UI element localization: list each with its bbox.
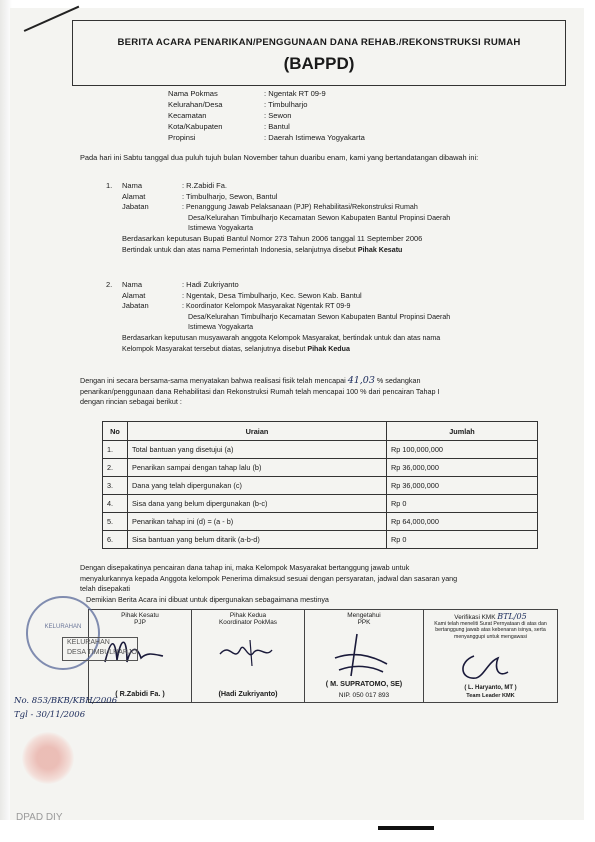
field-label: Jabatan [122,202,149,212]
doc-subtitle: (BAPPD) [283,54,355,73]
party-role: Pihak Kedua [307,344,350,353]
stamp-text: DESA TIMBULHARJO [67,649,137,656]
stamp-text: KELURAHAN [44,624,82,630]
table-cell: Penarikan tahap ini (d) = (a - b) [128,513,387,531]
handwritten-kmk-number: BTL/05 [497,612,527,621]
pokmas-row [168,121,424,132]
pokmas-row [168,132,424,143]
party-number: 2. [106,280,113,289]
signature-nip: NIP. 050 017 893 [338,692,390,699]
signature-mark [454,650,514,686]
table-row [103,459,538,477]
table-cell: Total bantuan yang disetujui (a) [128,441,387,459]
signature-mark [321,630,401,680]
table-cell: Rp 64,000,000 [387,513,538,531]
table-cell: Rp 0 [387,531,538,549]
column-header: No [103,422,128,441]
handwritten-percent: 41,03 [347,375,375,386]
field-value: : Hadi Zukriyanto [182,280,239,289]
table-row [103,495,538,513]
field-label: Propinsi [168,133,196,142]
field-value: Istimewa Yogyakarta [188,323,254,332]
party-basis: Berdasarkan keputusan musyawarah anggota Kelompok Masyarakat, bertindak untuk dan atas nama [122,333,441,342]
field-value: Desa/Kelurahan Timbulharjo Kecamatan Sewon Kabupaten Bantul Propinsi Daerah [188,213,451,222]
signature-role: Mengetahui [347,612,381,619]
signature-cell-party-two [192,610,305,703]
closing-line: telah disepakati [80,584,130,593]
closing-line: Dengan disepakatinya pencairan dana tahap ini, maka Kelompok Masyarakat bertanggung jawab untuk [80,563,410,572]
stamp-text: KELURAHAN [67,639,110,646]
field-label: Nama [122,181,143,190]
closing-line: Demikian Berita Acara ini dibuat untuk dipergunakan sebagaimana mestinya [86,594,329,604]
table-cell: Rp 36,000,000 [387,477,538,495]
table-header-row [103,422,538,441]
column-header: Uraian [128,422,387,441]
table-cell: 2. [103,459,128,477]
intro-text: Pada hari ini Sabtu tanggal dua puluh tujuh bulan November tahun duaribu enam, kami yang bertandatangan dibawah ini: [80,153,479,162]
table-cell: Sisa dana yang belum dipergunakan (b-c) [128,495,387,513]
field-label: Kecamatan [168,111,207,120]
field-label: Alamat [122,191,146,201]
table-row [103,441,538,459]
signature-role: Pihak Kesatu [121,612,159,619]
field-label: Kota/Kabupaten [168,122,223,131]
signature-cell-ppk [305,610,424,703]
statement-line: % sedangkan [376,376,421,385]
breakdown-table [102,421,538,549]
signature-nip: Team Leader KMK [466,693,515,699]
signature-cell-kmk [424,610,558,703]
signature-sub: PJP [134,619,146,626]
handwritten-date: Tgl - 30/11/2006 [14,710,86,720]
signature-sub: PPK [357,619,371,626]
field-label: Nama Pokmas [168,89,218,98]
doc-title: BERITA ACARA PENARIKAN/PENGGUNAAN DANA REHAB./REKONSTRUKSI RUMAH [117,37,521,48]
field-value: : Timbulharjo, Sewon, Bantul [182,191,278,201]
table-cell: Rp 36,000,000 [387,459,538,477]
field-value: : Koordinator Kelompok Masyarakat Ngentak RT 09-9 [182,302,351,311]
pokmas-row [168,88,424,99]
field-label: Jabatan [122,301,149,311]
archive-watermark: DPAD DIY [16,812,63,823]
field-value: : Bantul [264,122,290,131]
margin-mark [24,6,79,32]
table-cell: Rp 100,000,000 [387,441,538,459]
title-box [72,20,566,86]
party-basis: Bertindak untuk dan atas nama Pemerintah Indonesia, selanjutnya disebut [122,245,356,254]
signature-name: (Hadi Zukriyanto) [218,689,278,698]
table-cell: 6. [103,531,128,549]
table-cell: Sisa bantuan yang belum ditarik (a-b-d) [128,531,387,549]
table-cell: 5. [103,513,128,531]
field-label: Nama [122,280,143,289]
field-value: : Daerah Istimewa Yogyakarta [264,133,365,142]
signature-role: Pihak Kedua [229,612,267,619]
statement-line: Dengan ini secara bersama-sama menyatakan bahwa realisasi fisik telah mencapai [80,376,346,385]
kelurahan-stamp [62,637,138,661]
signature-role: Verifikasi KMK [454,614,496,621]
field-value: : Ngentak, Desa Timbulharjo, Kec. Sewon Kab. Bantul [182,290,362,300]
field-value: Istimewa Yogyakarta [188,224,254,233]
table-row [103,513,538,531]
signature-name: ( L. Haryanto, MT ) [464,685,517,691]
party-number: 1. [106,181,113,190]
table-cell: 3. [103,477,128,495]
closing-line: menyalurkannya kepada Anggota kelompok Penerima dimaksud sesuai dengan persyaratan, jadwal dan sasaran yang [80,573,458,583]
table-row [103,477,538,495]
handwritten-ref: No. 853/BKB/KBH/2006 [14,696,118,706]
signature-sub: Koordinator PokMas [219,619,277,626]
scan-edge-mark [378,826,434,830]
party-two [106,280,508,354]
field-value: : Penanggung Jawab Pelaksanaan (PJP) Rehabilitasi/Rekonstruksi Rumah [182,203,418,212]
table-cell: 4. [103,495,128,513]
field-label: Kelurahan/Desa [168,100,223,109]
signature-sub: Kami telah meneliti Surat Pernyataan di atas dan bertanggung jawab atas kebenaran isinya, serta menyanggupi untuk mengawasi [434,621,547,640]
field-value: Desa/Kelurahan Timbulharjo Kecamatan Sewon Kabupaten Bantul Propinsi Daerah [188,312,451,321]
statement-text [80,376,560,408]
signature-name: ( R.Zabidi Fa. ) [115,689,165,698]
closing-text [80,563,560,605]
table-row [103,531,538,549]
party-basis: Berdasarkan keputusan Bupati Bantul Nomor 273 Tahun 2006 tanggal 11 September 2006 [122,233,423,243]
party-one [106,181,508,255]
pokmas-row [168,110,424,121]
table-cell: Rp 0 [387,495,538,513]
field-value: : R.Zabidi Fa. [182,181,228,190]
field-value: : Ngentak RT 09-9 [264,89,326,98]
pokmas-row [168,99,424,110]
signature-table [88,609,558,703]
field-value: : Sewon [264,111,292,120]
field-label: Alamat [122,290,146,300]
signature-name: ( M. SUPRATOMO, SE) [325,679,403,688]
archive-logo [22,732,74,784]
table-cell: Penarikan sampai dengan tahap lalu (b) [128,459,387,477]
field-value: : Timbulharjo [264,100,308,109]
table-cell: 1. [103,441,128,459]
pokmas-info [168,88,424,143]
statement-line: dengan rincian sebagai berikut : [80,397,182,406]
statement-line: penarikan/penggunaan dana Rehabilitasi dan Rekonstruksi Rumah telah mencapai 100 % dari pencairan Tahap I [80,386,440,396]
party-role: Pihak Kesatu [357,245,403,254]
signature-mark [210,632,290,672]
table-cell: Dana yang telah dipergunakan (c) [128,477,387,495]
column-header: Jumlah [387,422,538,441]
party-basis: Kelompok Masyarakat tersebut diatas, selanjutnya disebut [122,344,306,353]
